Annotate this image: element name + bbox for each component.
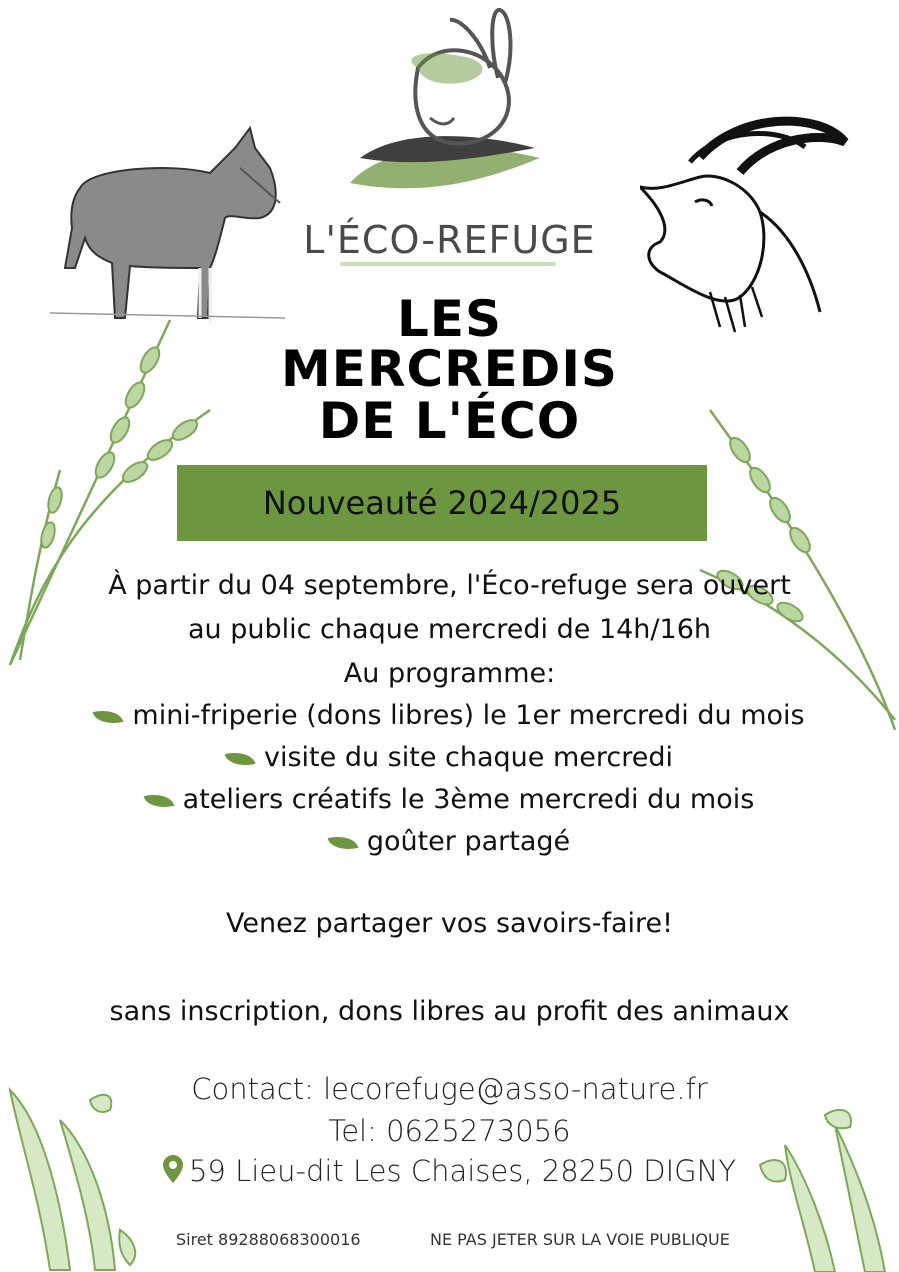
contact-address-row: 59 Lieu-dit Les Chaises, 28250 DIGNY	[0, 1154, 899, 1188]
novelty-banner-label: Nouveauté 2024/2025	[262, 484, 622, 522]
title-line-1: LES	[396, 290, 503, 348]
title-line-3: DE L'ÉCO	[318, 392, 581, 450]
map-pin-icon	[163, 1155, 183, 1183]
leaf-bullet-icon	[143, 790, 174, 811]
siret-number: Siret 89288068300016	[176, 1230, 361, 1249]
disposal-notice: NE PAS JETER SUR LA VOIE PUBLIQUE	[430, 1230, 730, 1249]
novelty-banner	[177, 465, 707, 541]
leaf-bullet-icon	[93, 706, 124, 727]
program-item: goûter partagé	[0, 824, 899, 860]
program-item: mini-friperie (dons libres) le 1er mercredi du mois	[0, 698, 899, 734]
program-item: visite du site chaque mercredi	[0, 740, 899, 776]
note-text: sans inscription, dons libres au profit des animaux	[109, 996, 790, 1027]
logo-wordmark: L'ÉCO-REFUGE	[303, 218, 596, 262]
program-item: ateliers créatifs le 3ème mercredi du mois	[0, 782, 899, 818]
rabbit-logo-icon	[340, 8, 560, 218]
leaf-bullet-icon	[327, 832, 358, 853]
logo-underline	[340, 262, 556, 266]
intro-line-1: À partir du 04 septembre, l'Éco-refuge sera ouvert	[108, 570, 791, 601]
leaf-bullet-icon	[225, 748, 256, 769]
invite-text: Venez partager vos savoirs-faire!	[226, 908, 673, 939]
title-line-2: MERCREDIS	[281, 340, 618, 398]
intro-line-3: Au programme:	[343, 658, 556, 689]
contact-phone: Tel: 0625273056	[328, 1114, 571, 1148]
contact-email: Contact: lecorefuge@asso-nature.fr	[191, 1072, 708, 1106]
intro-line-2: au public chaque mercredi de 14h/16h	[188, 614, 711, 645]
